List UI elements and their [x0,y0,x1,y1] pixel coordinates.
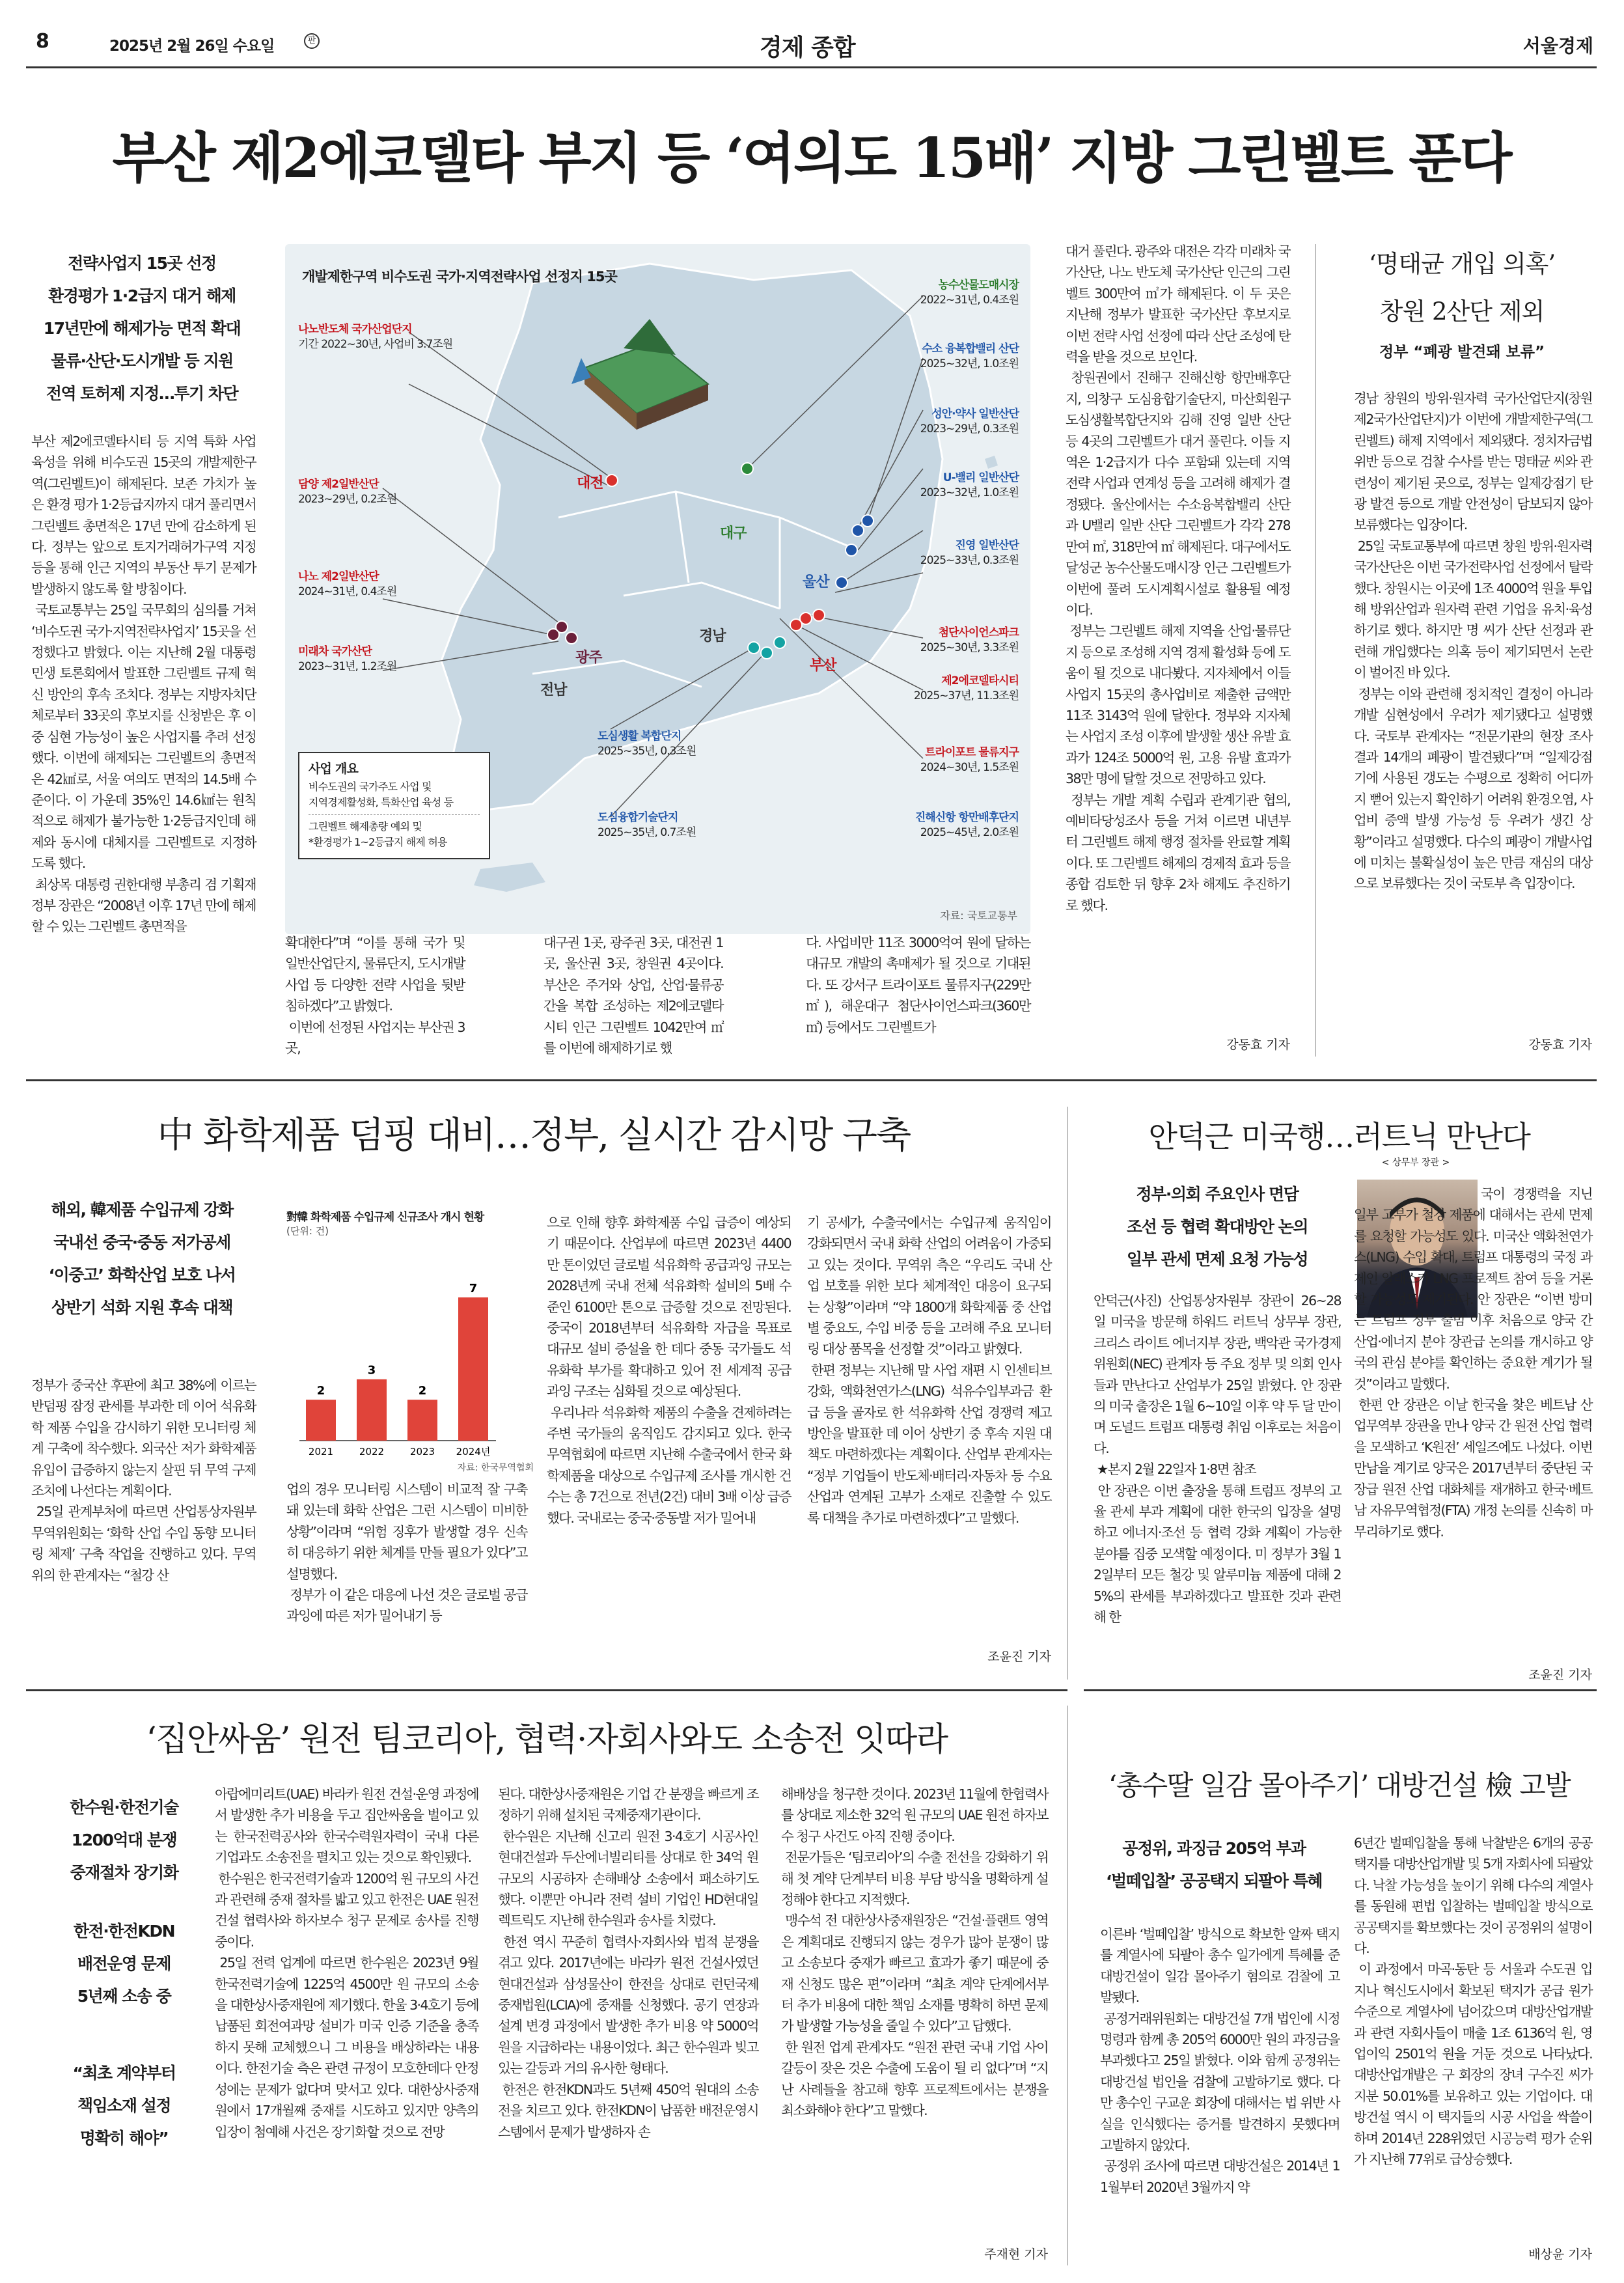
a3-col2: 업의 경우 모니터링 시스템이 비교적 잘 구축돼 있는데 화학 산업은 그런 시스템이 미비한 상황”이라며 “위험 징후가 발생할 경우 신속히 대응하기 위한 체계를 만들 필요가 있다”고 설명했다. 정부가 이 같은 대응에 나선 것은 글로벌 공급과잉에 따른 저가 밀어내기 등 [286,1482,527,1624]
map-site-label: 미래차 국가산단 2023~31년, 1.2조원 [298,645,397,673]
a5-col2: 된다. 대한상사중재원은 기업 간 분쟁을 빠르게 조정하기 위해 설치된 국제중재기관이다. 한수원은 지난해 신고리 원전 3·4호기 시공사인 현대건설과 두산에너빌리티를 상대로 한 34억 원 규모의 시공하자 손해배상 소송에서 패소하기도 했다. 이뿐만 아니라 전력 설비 기업인 HD현대일렉트릭도 지난해 한수원과 송사를 치렀다. 한전 역시 꾸준히 협력사·자회사와 법적 분쟁을 겪고 있다. 2017년에는 바라카 원전 건설사였던 현대건설과 삼성물산이 한전을 상대로 런던국제중재법원(LCIA)에 중재를 신청했다. 공기 연장과 설계 변경 과정에서 발생한 추가 비용 약 5000억 원을 지급하라는 내용이었다. 최근 한수원과 빚고 있는 갈등과 거의 유사한 형태다. 한전은 한전KDN과도 5년째 450억 원대의 소송전을 치르고 있다. 한전KDN이 납품한 배전운영시스템에서 문제가 발생하자 손 [498,1786,758,2140]
chart-title: 對韓 화학제품 수입규제 신규조사 개시 현황 [286,1211,484,1224]
map-site-label: 나노반도체 국가산업단지 기간 2022~30년, 사업비 3.7조원 [298,323,453,351]
a4-byline: 조윤진 기자 [1528,1668,1592,1682]
a6-col1: 이른바 ‘벌떼입찰’ 방식으로 확보한 알짜 택지를 계열사에 되팔아 총수 일가에게 특혜를 준 대방건설이 일감 몰아주기 혐의로 검찰에 고발됐다. 공정거래위원회는 대방건설 7개 법인에 시정명령과 함께 총 205억 6000만 원의 과징금을 부과했다고 25일 밝혔다. 이와 함께 공정위는 대방건설 법인을 검찰에 고발하기로 했다. 다만 총수인 구교운 회장에 대해서는 법 위반 사실을 인식했다는 증거를 발견하지 못했다며 고발하지 않았다. 공정위 조사에 따르면 대방건설은 2014년 11월부터 2020년 3월까지 약 [1100,1926,1340,2195]
edition-mark: 판 [304,33,320,49]
map-site-label: 트라이포트 물류지구 2024~30년, 1.5조원 [920,746,1019,774]
a1-headline: 부산 제2에코델타 부지 등 ‘여의도 15배’ 지방 그린벨트 푼다 [112,126,1511,190]
column-rule [1067,1107,1068,1680]
bar-chart [286,1208,537,1480]
city-label: 울산 [803,574,829,590]
korea-landmass [441,264,943,810]
a3-col3: 으로 인해 향후 화학제품 수입 급증이 예상되기 때문이다. 산업부에 따르면 2023년 4400만 톤이었던 글로벌 석유화학 공급과잉 규모는 2028년께 국내 전체 석유화학 설비의 5배 수준인 6100만 톤으로 급증할 것으로 전망된다. 중국이 2018년부터 석유화학 자급을 목표로 대규모 설비 증설을 한 데다 중동 국가들도 석유화학 부가를 확대하고 있어 전 세계적 공급과잉 구조는 심화될 것으로 예상된다. 우리나라 석유화학 제품의 수출을 견제하려는 주변 국가들의 움직임도 감지되고 있다. 한국무역협회에 따르면 지난해 수출국에서 한국 화학제품을 대상으로 수입규제 조사를 개시한 건수는 총 7건으로 전년(2건) 대비 3배 이상 급증했다. 국내로는 중국·중동발 저가 밀어내 [547,1215,791,1526]
map-site-label: 진해신항 항만배후단지 2025~45년, 2.0조원 [915,811,1019,839]
map-site-label: 진영 일반산단 2025~33년, 0.3조원 [920,539,1019,567]
map-title: 개발제한구역 비수도권 국가·지역전략사업 선정지 15곳 [302,269,617,284]
box-title: 사업 개요 [309,762,359,776]
city-label: 부산 [810,657,836,674]
a1-byline: 강동효 기자 [1226,1038,1290,1052]
chart-data-label: 3 [367,1363,376,1377]
dokdo-island [985,456,998,469]
a2-title2: 창원 2산단 제외 [1379,297,1545,325]
a4-col1: 안덕근(사진) 산업통상자원부 장관이 26~28일 미국을 방문해 하워드 러트닉 상무부 장관, 크리스 라이트 에너지부 장관, 백악관 국가경제위원회(NEC) 관계자 등 주요 정부 및 의회 인사들과 만난다고 산업부가 25일 밝혔다. 안 장관의 미국 출장은 1월 6~10일 이후 약 두 달 만이며 도널드 트럼프 대통령 취임 이후로는 처음이다. ★본지 2월 22일자 1·8면 참조 안 장관은 이번 출장을 통해 트럼프 정부의 고율 관세 부과 계획에 대한 한국의 입장을 설명하고 에너지·조선 등 협력 강화 계획이 가능한 분야를 집중 모색할 예정이다. 미 정부가 3월 12일부터 모든 철강 및 알루미늄 제품에 대해 25%의 관세를 부과하겠다고 발표한 것과 관련해 한 [1094,1293,1341,1626]
map-overview-box: 사업 개요 비수도권의 국가주도 사업 및 지역경제활성화, 특화산업 육성 등 그린벨트 해제총량 예외 및 *환경평가 1~2등급지 해제 허용 [298,752,490,859]
a1-col1: 부산 제2에코델타시티 등 지역 특화 사업 육성을 위해 비수도권 15곳의 개발제한구역(그린벨트)이 해제된다. 보존 가치가 높은 환경 평가 1·2등급지까지 대거 풀리면서 그린벨트 총면적은 17년 만에 감소하게 된다. 정부는 앞으로 토지거래허가구역 지정 등을 통해 인근 지역의 부동산 투기 문제가 발생하지 않도록 할 방침이다. 국토교통부는 25일 국무회의 심의를 거쳐 ‘비수도권 국가·지역전략사업지’ 15곳을 선정했다고 밝혔다. 이는 지난해 2월 대통령 민생 토론회에서 발표한 그린벨트 규제 혁신 방안의 후속 조치다. 정부는 지방자치단체로부터 33곳의 후보지를 신청받은 후 이 중 심현 가능성이 높은 사업지를 추려 선정했다. 이번에 해제되는 그린벨트의 총면적은 42㎢로, 서울 여의도 면적의 14.5배 수준이다. 이 가운데 35%인 14.6㎢는 원칙적으로 해제가 불가능한 1·2등급지인데 해제와 동시에 대체지를 그린벨트로 지정하도록 했다. 최상목 대통령 권한대행 부총리 겸 기획재정부 장관은 “2008년 이후 17년 만에 해제할 수 있는 그린벨트 총면적을 [31,434,256,935]
city-label: 전남 [540,682,567,699]
map-site-label: 제2에코델타시티 2025~37년, 11.3조원 [913,674,1019,702]
a1-col4: 다. 사업비만 11조 3000억여 원에 달하는 대규모 개발의 촉매제가 될 것으로 기대된다. 또 강서구 트라이포트 물류지구(229만 ㎡), 해운대구 첨단사이언스파크(360만 ㎡) 등에서도 그린벨트가 [806,935,1034,1035]
a2-title: ‘명태균 개입 의혹’ [1368,250,1556,278]
section-rule [26,1079,1597,1081]
a5-col3: 해배상을 청구한 것이다. 2023년 11월에 한협력사를 상대로 제소한 32억 원 규모의 UAE 원전 하자보수 청구 사건도 아직 진행 중이다. 전문가들은 ‘팀코리아’의 수출 전선을 강화하기 위해 첫 계약 단계부터 비용 부담 방식을 명확하게 설정해야 한다고 지적했다. 맹수석 전 대한상사중재원장은 “건설·플랜트 영역은 계획대로 진행되지 않는 경우가 많아 분쟁이 많고 소송보다 중재가 빠르고 효과가 좋기 때문에 중재 신청도 많은 편”이라며 “최초 계약 단계에서부터 추가 비용에 대한 책임 소재를 명확히 하면 문제가 발생할 가능성을 줄일 수 있다”고 답했다. 한 원전 업계 관계자도 “원전 관련 국내 기업 사이 갈등이 잦은 것은 수출에 도움이 될 리 없다”며 “지난 사례들을 참고해 향후 프로젝트에서는 분쟁을 최소화해야 한다”고 말했다. [781,1786,1048,2119]
a3-headline: 中 화학제품 덤핑 대비…정부, 실시간 감시망 구축 [157,1114,911,1157]
a1-col5: 대거 풀린다. 광주와 대전은 각각 미래차 국가산단, 나노 반도체 국가산단 인근의 그린벨트 300만여 ㎡가 해제된다. 이 두 곳은 지난해 정부가 발표한 국가산단 후보지로 이번 전략 사업 선정에 따라 산단 조성에 탄력을 받을 것으로 보인다. 창원권에서 진해구 진해신항 항만배후단지, 의창구 도심융합기술단지, 마산회원구 도심생활복합단지와 김해 진영 일반 산단 등 4곳의 그린벨트가 대거 풀린다. 이들 지역은 1·2급지가 다수 포함돼 있는데 지역 전략 사업과 연계성 등을 고려해 해제가 결정됐다. 울산에서는 수소융복합밸리 산단과 U밸리 일반 산단 그린벨트가 각각 278만여 ㎡, 318만여 ㎡ 해제된다. 대구에서도 달성군 농수산물도매시장 인근 그린벨트가 이번에 풀려 도시계획시설로 활용될 예정이다. 정부는 그린벨트 해제 지역을 산업·물류단지 등으로 조성해 지역 경제 활성화 등에 도움이 될 것으로 내다봤다. 지자체에서 이들 사업지 15곳의 총사업비로 제출한 금액만 11조 3143억 원에 달한다. 정부와 지자체는 사업지 조성 이후에 발생할 생산 유발 효과가 124조 5000억 원, 고용 유발 효과가 38만 명에 달할 것으로 전망하고 있다. 정부는 개발 계획 수립과 관계기관 협의, 예비타당성조사 등을 거쳐 이르면 내년부터 그린벨트 해제 행정 절차를 완료할 계획이다. 또 그린벨트 해제의 경제적 효과 등을 종합 검토한 뒤 향후 2차 해제도 추진하기로 했다. [1066,243,1290,913]
a3-byline: 조윤진 기자 [987,1650,1051,1664]
map-site-label: 도심융합기술단지 2025~35년, 0.7조원 [598,811,696,839]
chart-data-label: 7 [469,1282,478,1295]
a3-subheads [31,1194,253,1324]
jeju-island [474,863,545,892]
a2-byline: 강동효 기자 [1528,1038,1592,1052]
map-site-label: 담양 제2일반산단 2023~29년, 0.2조원 [298,478,397,506]
a3-sub: 국내선 중국·중동 저가공세 [53,1233,230,1252]
a1-sub: 전역 토허제 지정…투기 차단 [46,384,238,403]
city-label: 경남 [699,628,726,644]
chart-bar [458,1297,488,1441]
a1-sub: 환경평가 1·2급지 대거 해제 [48,286,236,305]
a2-subhead: 정부 “폐광 발견돼 보류” [1379,344,1545,361]
a1-col2: 확대한다”며 “이를 통해 국가 및 일반산업단지, 물류단지, 도시개발사업 등 다양한 전략 사업을 뒷받침하겠다”고 밝혔다. 이번에 선정된 사업지는 부산권 3곳, [285,935,465,1057]
a6-headline: ‘총수딸 일감 몰아주기’ 대방건설 檢 고발 [1108,1769,1571,1801]
a5-headline: ‘집안싸움’ 원전 팀코리아, 협력·자회사와도 소송전 잇따라 [146,1721,948,1759]
a3-sub: ‘이중고’ 화학산업 보호 나서 [48,1266,236,1284]
a6-byline: 배상윤 기자 [1528,2247,1592,2262]
a6-subheads [1084,1833,1344,1898]
map-site-label: 수소 융복합밸리 산단 2025~32년, 1.0조원 [920,342,1019,370]
a5-sub: 배전운영 문제 [77,1954,171,1973]
chart-tick-label: 2023 [409,1446,435,1458]
a3-sub: 해외, 韓제품 수입규제 강화 [51,1200,233,1219]
a3-col1: 정부가 중국산 후판에 최고 38%에 이르는 반덤핑 잠정 관세를 부과한 데 이어 석유화학 제품 수입을 감시하기 위한 모니터링 체계 구축에 착수했다. 외국산 저가 화학제품 유입이 급증하지 않는지 살핀 뒤 무역 구제 조치에 나선다는 계획이다. 25일 관계부처에 따르면 산업통상자원부 무역위원회는 ‘화학 산업 수입 동향 모니터링 체제’ 구축 작업을 진행하고 있다. 무역위의 한 관계자는 “철강 산 [31,1377,256,1583]
column-rule [1315,244,1316,1057]
map-graphic [285,244,1030,934]
chart-bar [306,1400,336,1441]
issue-date: 2025년 2월 26일 수요일 [109,38,275,55]
a3-col4: 기 공세가, 수출국에서는 수입규제 움직임이 강화되면서 국내 화학 산업의 어려움이 가중되고 있는 것이다. 무역위 측은 “우리도 국내 산업 보호를 위한 보다 체계적인 대응이 요구되는 상황”이라며 “약 1800개 화학제품 중 산업별 중요도, 수입 비중 등을 고려해 주요 모니터링 대상 품목을 선정할 것”이라고 밝혔다. 한편 정부는 지난해 말 사업 재편 시 인센티브 강화, 액화천연가스(LNG) 석유수입부과금 환급 등을 골자로 한 석유화학 산업 경쟁력 제고 방안을 발표한 데 이어 상반기 중 후속 지원 대책도 마련하겠다는 계획이다. 산업부 관계자는 “정부 기업들이 반도체·배터리·자동차 등 수요 산업과 연계된 고부가 소재로 진출할 수 있도록 대책을 추가로 마련하겠다”고 말했다. [807,1215,1051,1526]
a1-sub: 전략사업지 15곳 선정 [68,254,216,273]
map-site-label: 농수산물도매시장 2022~31년, 0.4조원 [920,279,1019,307]
chart-tick-label: 2022 [359,1446,385,1458]
a5-sub: 한전·한전KDN [73,1922,175,1941]
a4-col2: 국이 경쟁력을 지닌 일부 고부가 철강 제품에 대해서는 관세 면제를 요청할 가능성도 있다. 미국산 액화천연가스(LNG) 수입 확대, 트럼프 대통령의 국정 과제인 알래스카 LNG 프로젝트 참여 등을 거론할 가능성도 제기된다. 안 장관은 “이번 방미는 트럼프 정부 출범 이후 처음으로 양국 간 산업·에너지 분야 장관급 논의를 개시하고 양국의 관심 분야를 확인하는 중요한 계기가 될 것”이라고 말했다. 한편 안 장관은 이날 한국을 찾은 베트남 산업무역부 장관을 만나 양국 간 원전 산업 협력을 모색하고 ‘K원전’ 세일즈에도 나섰다. 이번 만남을 계기로 양국은 2017년부터 중단된 국장급 원전 산업 대화체를 재개하고 한국·베트남 자유무역협정(FTA) 개정 논의를 신속히 마무리하기로 했다. [1354,1186,1592,1540]
a4-sub: 정부·의회 주요인사 면담 [1136,1185,1299,1204]
map-site-label: 나노 제2일반산단 2024~31년, 0.4조원 [298,570,397,598]
a6-sub: ‘벌떼입찰’ 공공택지 되팔아 특혜 [1105,1872,1323,1890]
chart-data-label: 2 [316,1384,325,1398]
a5-sub: 5년째 소송 중 [77,1987,171,2006]
paper-name: 서울경제 [1522,35,1593,57]
section-rule [1084,1689,1597,1691]
a4-headline: 안덕근 미국행…러트닉 만난다 [1148,1119,1530,1154]
city-label: 광주 [575,650,602,666]
a4-photo-caption: < 상무부 장관 > [1381,1157,1450,1168]
map-site-label: 도심생활 복합단지 2025~35년, 0.3조원 [598,730,696,758]
chart-source: 자료: 한국무역협회 [457,1463,534,1473]
city-label: 대전 [577,475,603,491]
a5-byline: 주재현 기자 [984,2247,1048,2262]
column-rule [1067,1706,1068,2265]
masthead [36,26,1593,68]
section-name: 경제 종합 [760,34,855,61]
a1-sub: 물류·산단·도시개발 등 지원 [51,352,233,370]
a5-sub: 1200억대 분쟁 [71,1831,177,1849]
section-rule [26,1689,1067,1691]
a5-sub: 한수원·한전기술 [70,1798,178,1817]
map-site-label: U-밸리 일반산단 2023~32년, 1.0조원 [920,471,1019,499]
a3-sub: 상반기 석화 지원 후속 대책 [51,1298,232,1317]
chart-data-label: 2 [418,1384,427,1398]
city-label: 대구 [720,525,747,542]
chart-svg [286,1245,537,1480]
map-source: 자료: 국토교통부 [940,909,1017,922]
a5-col1: 아랍에미리트(UAE) 바라카 원전 건설·운영 과정에서 발생한 추가 비용을 두고 집안싸움을 벌이고 있는 한국전력공사와 한국수력원자력이 국내 다른 기업과도 소송전을 펼치고 있는 것으로 확인됐다. 한수원은 한국전력기술과 1200억 원 규모의 사건과 관련해 중재 절차를 밟고 있고 한전은 UAE 원전 건설 협력사와 하자보수 청구 문제로 송사를 진행 중이다. 25일 전력 업계에 따르면 한수원은 2023년 9월 한국전력기술에 1225억 4500만 원 규모의 소송을 대한상사중재원에 제기했다. 한울 3·4호기 등에 납품된 회전여과망 설비가 미국 인증 기준을 충족하지 못해 교체했으니 그 비용을 배상하라는 내용이다. 한전기술 측은 관련 규정이 모호한데다 안정성에는 문제가 없다며 맞서고 있다. 대한상사중재원에서 17개월째 중재를 시도하고 있지만 양측의 입장이 첨예해 사건은 장기화할 것으로 전망 [215,1786,478,2140]
a6-sub: 공정위, 과징금 205억 부과 [1122,1839,1306,1858]
page-number: 8 [36,30,49,53]
a4-sub: 일부 관세 면제 요청 가능성 [1127,1250,1308,1269]
a1-subheads [31,247,253,410]
a5-sub: 중재절차 장기화 [70,1863,178,1882]
a2-body: 경남 창원의 방위·원자력 국가산업단지(창원 제2국가산업단지)가 이번에 개발제한구역(그린벨트) 해제 지역에서 제외됐다. 정치자금법 위반 등으로 검찰 수사를 받는 명태균 씨와 관련성이 제기된 곳으로, 정부는 일제강점기 탄광 발견 등으로 개발 안전성이 담보되지 않아 보류했다는 입장이다. 25일 국토교통부에 따르면 창원 방위·원자력 국가산단은 이번 국가전략사업 선정에서 탈락했다. 창원시는 이곳에 1조 4000억 원을 투입해 방위산업과 원자력 관련 기업을 유치·육성하기로 했다. 하지만 명 씨가 산단 선정과 관련해 개입했다는 의혹 등이 제기되면서 논란이 벌어진 바 있다. 정부는 이와 관련해 정치적인 결정이 아니라 개발 심현성에서 우려가 제기됐다고 설명했다. 국토부 관계자는 “전문기관의 현장 조사 결과 14개의 폐광이 발견됐다”며 “일제강점기에 사용된 갱도는 수평으로 정확히 어디까지 뻗어 있는지 확인하기 어려워 환경오염, 사업비 증액 발생 가능성 등 우려가 생긴 상황”이라고 설명했다. 다수의 폐광이 개발사업에 미치는 불확실성이 높은 만큼 재심의 대상으로 보류했다는 것이 국토부 측 입장이다. [1354,391,1592,892]
a4-subheads [1094,1178,1341,1276]
a4-sub: 조선 등 협력 확대방안 논의 [1127,1217,1308,1236]
chart-bar [407,1400,437,1441]
a6-col2: 6년간 벌떼입찰을 통해 낙찰받은 6개의 공공택지를 대방산업개발 및 5개 자회사에 되팔았다. 낙찰 가능성을 높이기 위해 다수의 계열사를 동원해 편법 입찰하는 벌떼입찰 방식으로 공공택지를 확보했다는 것이 공정위의 설명이다. 이 과정에서 마곡·동탄 등 서울과 수도권 입지나 혁신도시에서 확보된 택지가 공급 원가 수준으로 계열사에 넘어갔으며 대방산업개발과 관련 자회사들이 매출 1조 6136억 원, 영업이익 2501억 원을 거둔 것으로 나타났다. 대방산업개발은 구 회장의 장녀 구수진 씨가 지분 50.01%를 보유하고 있는 기업이다. 대방건설 역시 이 택지들의 시공 사업을 싹쓸이하며 2014년 228위였던 시공능력 평가 순위가 지난해 77위로 급상승했다. [1354,1835,1592,2168]
map-site-label: 성안·약사 일반산단 2023~29년, 0.3조원 [920,408,1019,436]
chart-tick-label: 2021 [308,1446,334,1458]
masthead-rule [26,66,1597,68]
map-site-label: 첨단사이언스파크 2025~30년, 3.3조원 [920,626,1019,654]
chart-unit: (단위: 건) [286,1225,329,1237]
chart-tick-label: 2024년 [456,1446,491,1458]
a1-col3: 대구권 1곳, 광주권 3곳, 대전권 1곳, 울산권 3곳, 창원권 4곳이다. 부산은 주거와 상업, 산업·물류공간을 복합 조성하는 제2에코델타시티 인근 그린벨트 1042만여 ㎡를 이번에 해제하기로 했 [544,935,726,1057]
chart-bar [357,1379,387,1441]
a5-subheads [38,1792,210,2013]
a1-sub: 17년만에 해제가능 면적 확대 [43,319,241,338]
a5-quote: “최초 계약부터 책임소재 설정 명확히 해야” [72,2064,176,2148]
